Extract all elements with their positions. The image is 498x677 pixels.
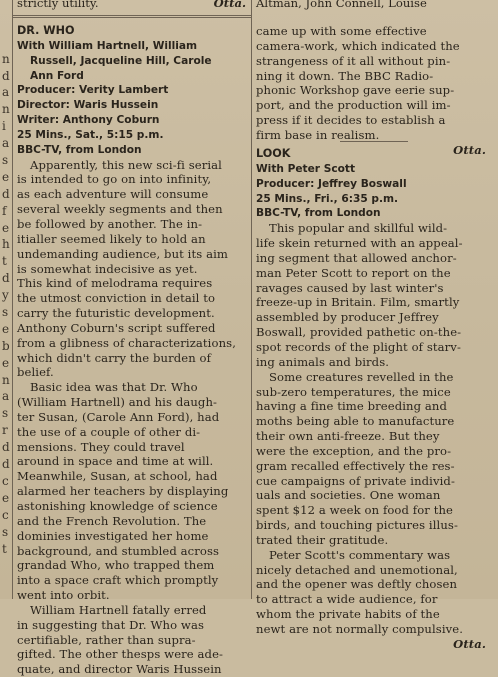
text-line: their own anti-freeze. But they xyxy=(256,429,440,444)
text-line: grandad Who, who trapped them xyxy=(17,558,215,573)
text-line: Anthony Coburn's script suffered xyxy=(17,320,216,335)
edge-letter: e xyxy=(2,321,10,336)
edge-letter: e xyxy=(2,355,10,370)
text-line: were the exception, and the pro- xyxy=(256,443,452,458)
text-line: in suggesting that Dr. Who was xyxy=(17,617,205,632)
edge-letter: e xyxy=(2,220,10,235)
edge-letter: d xyxy=(2,457,10,472)
text-line: Boswall, provided pathetic on-the- xyxy=(256,325,462,340)
text-line: is somewhat indecisive as yet. xyxy=(17,261,198,276)
text-line: strangeness of it all without pin- xyxy=(256,53,451,68)
edge-letter: d xyxy=(2,186,10,201)
text-line: mensions. They could travel xyxy=(17,439,185,454)
text-line: several weekly segments and then xyxy=(17,202,223,217)
text-line: be followed by another. The in- xyxy=(17,216,203,231)
text-line: Meanwhile, Susan, at school, had xyxy=(17,469,218,484)
edge-letter: d xyxy=(2,440,10,455)
credit-line: Director: Waris Hussein xyxy=(17,99,159,112)
top-left-fragment xyxy=(17,0,246,10)
text-line: came up with some effective xyxy=(256,24,427,38)
text-line: ter Susan, (Carole Ann Ford), had xyxy=(17,409,220,424)
edge-letter: n xyxy=(2,102,10,117)
text-line: moths being able to manufacture xyxy=(256,414,455,429)
credit-line: 25 Mins., Sat., 5:15 p.m. xyxy=(17,128,164,141)
left-edge-letters xyxy=(0,0,12,599)
edge-letter: s xyxy=(2,153,9,168)
edge-letter: n xyxy=(2,51,10,66)
text-line: Some creatures revelled in the xyxy=(269,369,454,384)
continuation-signature: Otta. xyxy=(453,142,486,157)
text-line: into a space craft which promptly xyxy=(17,573,219,588)
review-look xyxy=(256,147,492,652)
text-line: went into orbit. xyxy=(17,588,110,603)
text-line: gram recalled effectively the res- xyxy=(256,458,455,473)
text-line: belief. xyxy=(17,365,54,380)
text-line: ing animals and birds. xyxy=(256,354,390,369)
text-line: astonishing knowledge of science xyxy=(17,499,218,513)
review-body xyxy=(256,221,492,637)
edge-letter: b xyxy=(2,338,10,353)
edge-letter: d xyxy=(2,271,10,286)
credit-line: Russell, Jacqueline Hill, Carole xyxy=(30,54,212,67)
credit-line: Ann Ford xyxy=(30,69,84,82)
review-credits xyxy=(17,39,247,158)
text-line: from a glibness of characterizations, xyxy=(17,335,236,350)
review-dr-who xyxy=(17,24,247,677)
text-line: ning it down. The BBC Radio- xyxy=(256,68,434,83)
edge-letter: s xyxy=(2,524,9,539)
section-rule-top-left-2 xyxy=(12,17,251,18)
credit-line: Writer: Anthony Coburn xyxy=(17,114,160,127)
text-line: having a fine time breeding and xyxy=(256,399,448,414)
text-line: press if it decides to establish a xyxy=(256,113,446,128)
edge-letter: s xyxy=(2,305,9,320)
text-line: to attract a wide audience, for xyxy=(256,592,438,607)
edge-letter xyxy=(0,0,12,17)
review-title: DR. WHO xyxy=(17,24,75,37)
credit-line: With William Hartnell, William xyxy=(17,39,198,52)
text-line: This kind of melodrama requires xyxy=(17,276,213,291)
text-line: spent $12 a week on food for the xyxy=(256,503,453,518)
column-rule-middle xyxy=(251,0,252,599)
edge-letter: i xyxy=(2,119,6,134)
column-rule-left xyxy=(12,0,13,599)
edge-letter: a xyxy=(2,389,10,404)
text-line: the use of a couple of other di- xyxy=(17,424,201,439)
text-line: Basic idea was that Dr. Who xyxy=(30,380,198,395)
text-line: assembled by producer Jeffrey xyxy=(256,310,439,325)
text-line: ing segment that allowed anchor- xyxy=(256,250,457,265)
text-line: (William Hartnell) and his daugh- xyxy=(17,395,218,410)
review-body xyxy=(17,158,247,677)
text-line: background, and stumbled across xyxy=(17,543,220,558)
text-line: cue campaigns of private individ- xyxy=(256,473,455,488)
edge-letter: t xyxy=(2,254,7,269)
edge-letter: a xyxy=(2,85,10,100)
edge-letter: f xyxy=(2,203,7,218)
text-line: freeze-up in Britain. Film, smartly xyxy=(256,295,460,310)
review-title: LOOK xyxy=(256,147,291,160)
edge-letter: r xyxy=(2,423,8,438)
text-line: the utmost conviction in detail to xyxy=(17,291,216,306)
credit-line: Producer: Jeffrey Boswall xyxy=(256,177,407,190)
text-line: gifted. The other thesps were ade- xyxy=(17,647,224,662)
text-line: quate, and director Waris Hussein xyxy=(17,662,222,677)
top-left-signature: Otta. xyxy=(213,0,246,10)
text-line: newt are not normally compulsive. xyxy=(256,622,464,636)
text-line: Apparently, this new sci-fi serial xyxy=(30,157,222,172)
text-line: life skein returned with an appeal- xyxy=(256,236,463,251)
top-right-fragment xyxy=(256,0,498,10)
top-left-text: strictly utility. xyxy=(17,0,99,10)
review-credits xyxy=(256,162,492,221)
text-line: carry the futuristic development. xyxy=(17,306,215,321)
credit-line: 25 Mins., Fri., 6:35 p.m. xyxy=(256,192,399,205)
top-right-text: Altman, John Connell, Louise xyxy=(256,0,427,10)
text-line: sub-zero temperatures, the mice xyxy=(256,384,451,399)
text-line: as each adventure will consume xyxy=(17,187,209,202)
text-line: and the French Revolution. The xyxy=(17,513,207,528)
edge-letter: a xyxy=(2,136,10,151)
text-line: alarmed her teachers by displaying xyxy=(17,484,229,499)
text-line: port, and the production will im- xyxy=(256,98,451,113)
text-line: birds, and touching pictures illus- xyxy=(256,518,458,533)
text-line: firm base in realism. xyxy=(256,127,380,142)
credit-line: BBC-TV, from London xyxy=(256,207,381,220)
text-line: whom the private habits of the xyxy=(256,607,440,622)
text-line: phonic Workshop gave eerie sup- xyxy=(256,83,455,98)
edge-letter: n xyxy=(2,372,10,387)
credit-line: With Peter Scott xyxy=(256,162,356,175)
edge-letter: d xyxy=(2,68,10,83)
edge-letter xyxy=(0,34,12,51)
edge-letter xyxy=(0,17,12,34)
text-line: dominies investigated her home xyxy=(17,528,209,543)
text-line: ravages caused by last winter's xyxy=(256,280,444,295)
text-line: camera-work, which indicated the xyxy=(256,38,460,53)
text-line: William Hartnell fatally erred xyxy=(30,602,207,617)
text-line: spot records of the plight of starv- xyxy=(256,339,461,354)
text-line: This popular and skillful wild- xyxy=(269,221,448,236)
text-line: uals and societies. One woman xyxy=(256,488,441,503)
edge-letter: h xyxy=(2,237,10,252)
edge-letter: s xyxy=(2,406,9,421)
credit-line: Producer: Verity Lambert xyxy=(17,84,169,97)
text-line: nicely detached and unemotional, xyxy=(256,562,458,577)
text-line: and the opener was deftly chosen xyxy=(256,577,458,592)
text-line: itialler seemed likely to hold an xyxy=(17,231,206,246)
look-signature: Otta. xyxy=(453,636,486,651)
edge-letter: y xyxy=(2,288,9,303)
text-line: around in space and time at will. xyxy=(17,454,214,469)
edge-letter: c xyxy=(2,507,9,522)
edge-letter: e xyxy=(2,490,10,505)
text-line: is intended to go on into infinity, xyxy=(17,172,212,187)
edge-letter: t xyxy=(2,541,7,556)
text-line: Peter Scott's commentary was xyxy=(269,547,451,562)
text-line: undemanding audience, but its aim xyxy=(17,246,229,261)
edge-letter: c xyxy=(2,473,9,488)
review-continuation xyxy=(256,24,492,158)
text-line: which didn't carry the burden of xyxy=(17,350,212,365)
continuation-body xyxy=(256,24,492,143)
credit-line: BBC-TV, from London xyxy=(17,143,142,156)
edge-letter: e xyxy=(2,169,10,184)
section-rule-top-left xyxy=(12,15,251,16)
text-line: certifiable, rather than supra- xyxy=(17,632,196,647)
text-line: man Peter Scott to report on the xyxy=(256,265,451,280)
text-line: trated their gratitude. xyxy=(256,532,389,547)
